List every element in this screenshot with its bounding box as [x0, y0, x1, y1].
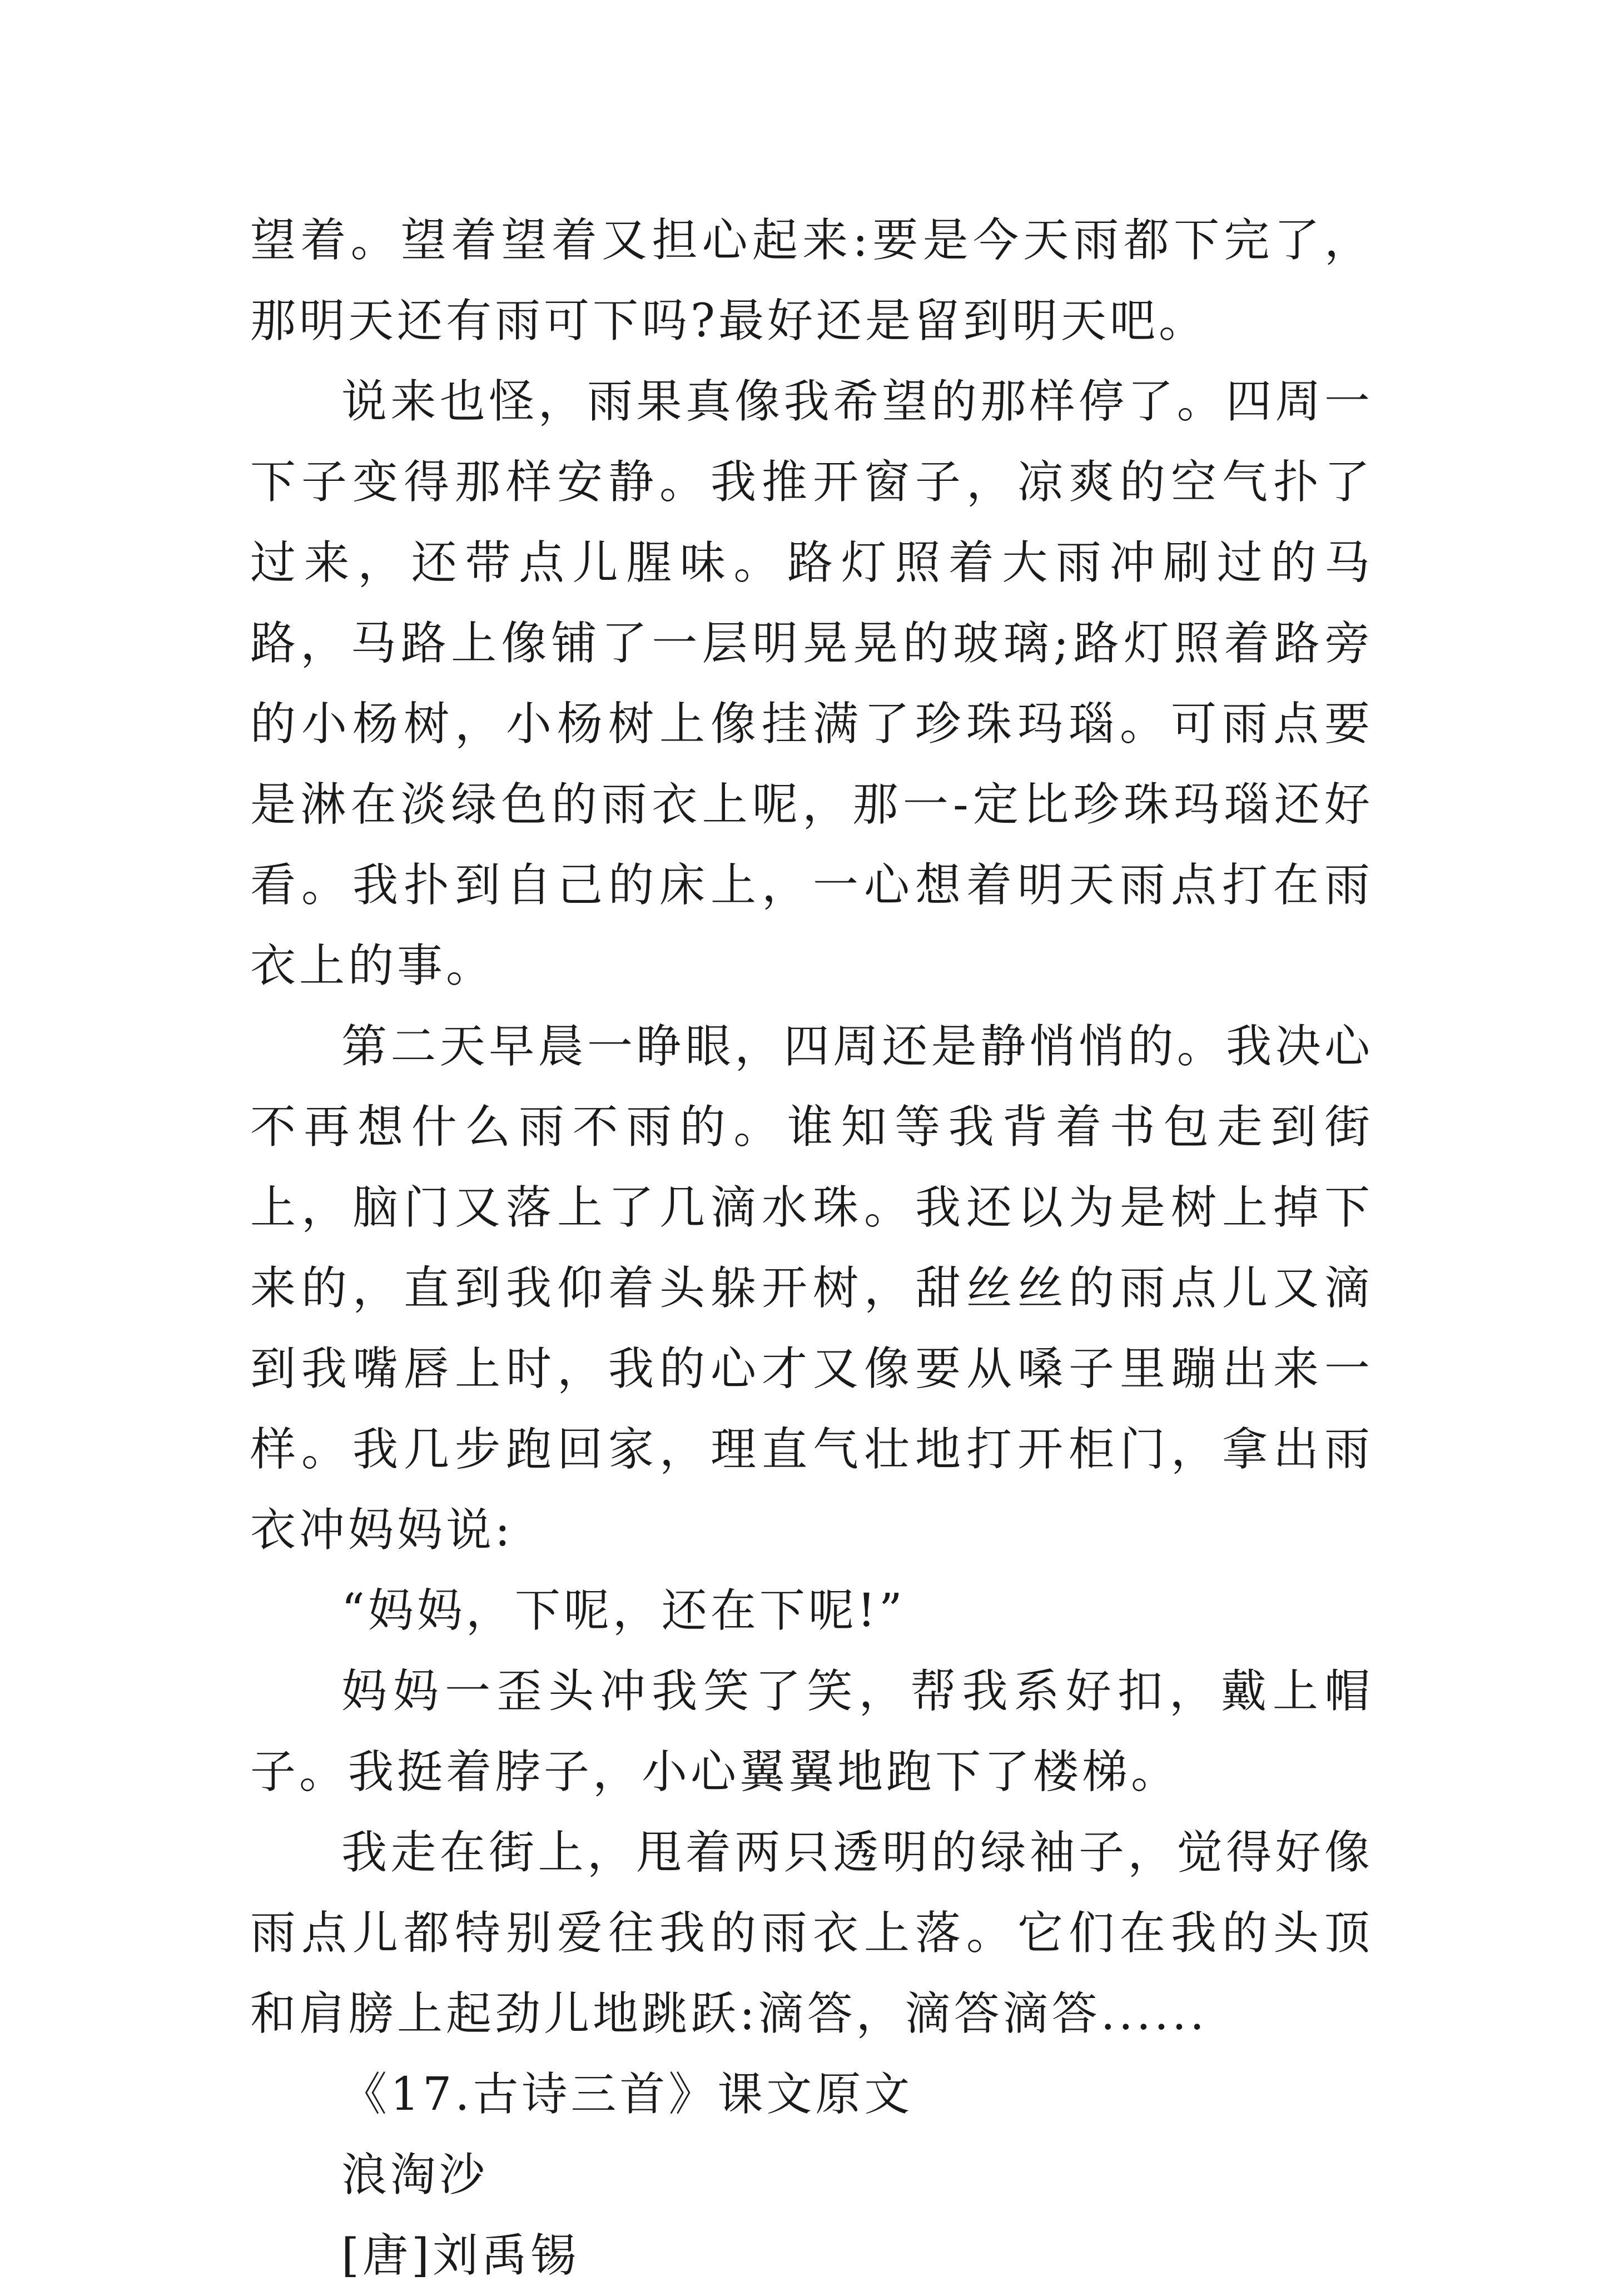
paragraph-continuation: 望着。望着望着又担心起来:要是今天雨都下完了，那明天还有雨可下吗?最好还是留到明天吧。	[250, 214, 1373, 347]
paragraph-mother: 妈妈一歪头冲我笑了笑，帮我系好扣，戴上帽子。我挺着脖子，小心翼翼地跑下了楼梯。	[250, 1665, 1373, 1798]
poem-title: 浪淘沙	[341, 2149, 489, 2201]
paragraph-rain-stops: 说来也怪，雨果真像我希望的那样停了。四周一下子变得那样安静。我推开窗子，凉爽的空气扑了过来，还带点儿腥味。路灯照着大雨冲刷过的马路，马路上像铺了一层明晃晃的玻璃;路灯照着路旁的小杨树，小杨树上像挂满了珍珠玛瑙。可雨点要是淋在淡绿色的雨衣上呢，那一-定比珍珠玛瑙还好看。我扑到自己的床上，一心想着明天雨点打在雨衣上的事。	[250, 375, 1373, 992]
paragraph-dialogue: “妈妈，下呢，还在下呢!”	[341, 1584, 906, 1637]
text-column	[250, 200, 1373, 2296]
paragraph-street: 我走在街上，甩着两只透明的绿袖子，觉得好像雨点儿都特别爱往我的雨衣上落。它们在我的头顶和肩膀上起劲儿地跳跃:滴答，滴答滴答......	[250, 1826, 1373, 2040]
poem-author: [唐]刘禹锡	[341, 2229, 579, 2282]
paragraph-next-morning: 第二天早晨一睁眼，四周还是静悄悄的。我决心不再想什么雨不雨的。谁知等我背着书包走到街上，脑门又落上了几滴水珠。我还以为是树上掉下来的，直到我仰着头躲开树，甜丝丝的雨点儿又滴到我嘴唇上时，我的心才又像要从嗓子里蹦出来一样。我几步跑回家，理直气壮地打开柜门，拿出雨衣冲妈妈说:	[250, 1020, 1373, 1557]
section-title: 《17.古诗三首》课文原文	[341, 2068, 913, 2121]
